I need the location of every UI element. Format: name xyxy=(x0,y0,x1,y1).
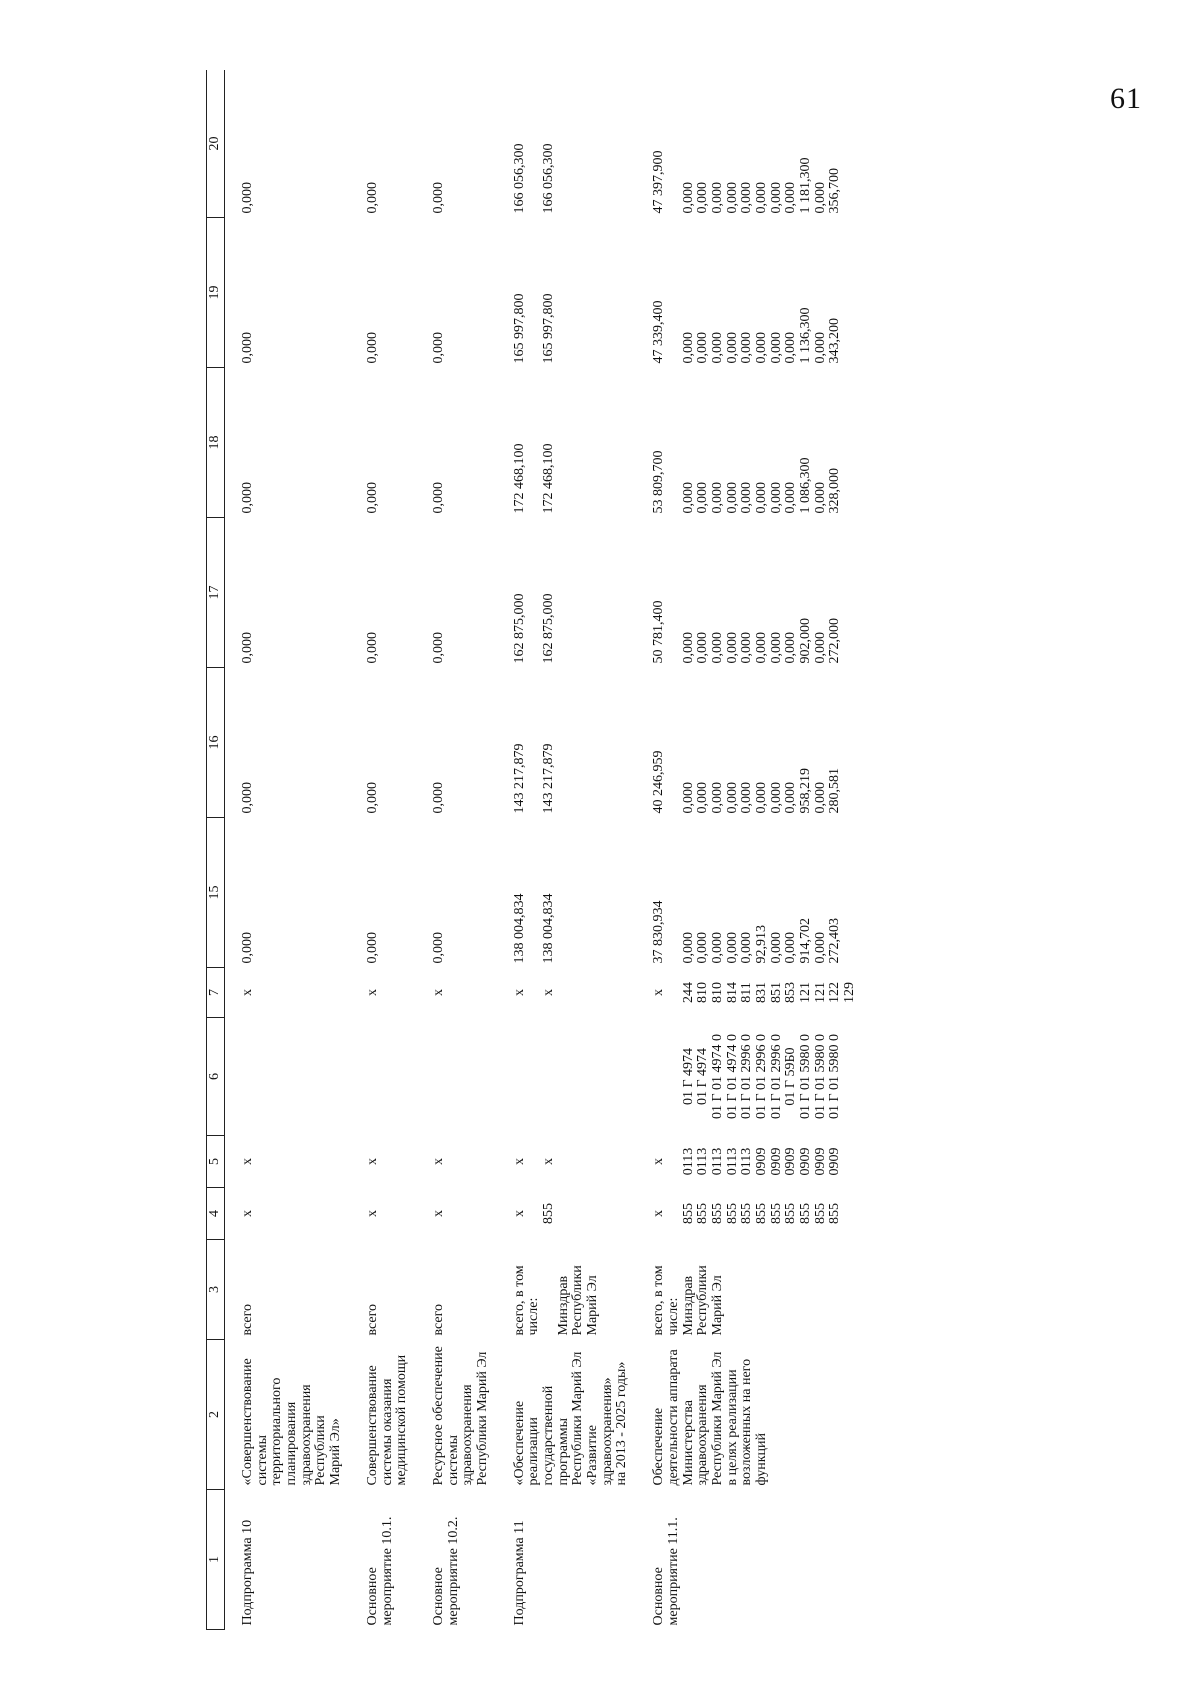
value-col-17: 0,000 xyxy=(430,632,446,664)
expense-type-code: х xyxy=(240,989,255,996)
col-header-18: 18 xyxy=(207,368,225,518)
value-col-15: 138 004,834 138 004,834 xyxy=(511,893,556,964)
grbs-code: х xyxy=(364,1210,380,1217)
col-header-2: 2 xyxy=(207,1340,225,1490)
row-name: Основное мероприятие 10.1. xyxy=(364,1516,395,1626)
value-col-18: 0,000 xyxy=(430,482,446,514)
section-code: х xyxy=(430,1158,446,1165)
value-col-18: 0,000 xyxy=(240,482,255,514)
col-header-6: 6 xyxy=(207,1018,225,1136)
row-description: «Обеспечение реализации государственной программы Республики Марий Эл «Развитие здравоохранения» на 2013 - 2025 годы» xyxy=(511,1351,630,1486)
target-article-code: 01 Г 4974 01 Г 4974 01 Г 01 4974 0 01 Г 01 4974 0 01 Г 01 2996 0 01 Г 01 2996 0 01 Г 01 2996 0 01 Г 59Б0 01 Г 01 5980 0 01 Г 01 5980 0 01 Г 01 5980 0 xyxy=(680,1033,843,1120)
value-col-15: 0,000 xyxy=(240,932,255,964)
value-col-18: 0,000 xyxy=(364,482,380,514)
value-col-19: 0,000 xyxy=(240,332,255,364)
row-executor: всего, в том числе: Минздрав Республики Марий Эл xyxy=(651,1265,725,1336)
col-header-19: 19 xyxy=(207,218,225,368)
row-description: «Совершенствование системы территориального планирования здравоохранения Республики Марий Эл» xyxy=(240,1358,344,1486)
row-executor: всего, в том числе: Минздрав Республики Марий Эл xyxy=(511,1265,601,1336)
value-col-15: 37 830,934 0,000 0,000 0,000 0,000 0,000 92,913 0,000 0,000 914,702 0,000 272,403 xyxy=(651,900,843,964)
col-header-17: 17 xyxy=(207,518,225,668)
row-description: Ресурсное обеспечение системы здравоохранения Республики Марий Эл xyxy=(430,1346,490,1486)
col-header-7: 7 xyxy=(207,968,225,1018)
value-col-19: 165 997,800 165 997,800 xyxy=(511,293,556,364)
page-number: 61 xyxy=(1110,82,1142,115)
expense-type-code: х xyxy=(430,989,446,996)
row-executor: всего xyxy=(430,1303,446,1336)
section-code: х х xyxy=(511,1158,556,1165)
value-col-19: 0,000 xyxy=(364,332,380,364)
col-header-3: 3 xyxy=(207,1240,225,1340)
value-col-20: 166 056,300 166 056,300 xyxy=(511,143,556,214)
table-row xyxy=(350,70,416,1630)
value-col-18: 53 809,700 0,000 0,000 0,000 0,000 0,000 0,000 0,000 0,000 1 086,300 0,000 328,000 xyxy=(651,450,843,514)
value-col-16: 0,000 xyxy=(364,782,380,814)
value-col-20: 0,000 xyxy=(364,182,380,214)
section-code: х 0113 0113 0113 0113 0113 0909 0909 0909 0909 0909 0909 xyxy=(651,1147,843,1176)
grbs-code: х 855 xyxy=(511,1203,556,1224)
row-name: Основное мероприятие 10.2. xyxy=(430,1516,461,1626)
value-col-17: 0,000 xyxy=(240,632,255,664)
row-name: Подпрограмма 11 xyxy=(511,1520,527,1626)
value-col-18: 172 468,100 172 468,100 xyxy=(511,443,556,514)
value-col-17: 0,000 xyxy=(364,632,380,664)
row-executor: всего xyxy=(364,1303,380,1336)
table-row xyxy=(497,70,637,1630)
col-header-15: 15 xyxy=(207,818,225,968)
row-name: Подпрограмма 10 xyxy=(240,1519,255,1626)
value-col-15: 0,000 xyxy=(364,932,380,964)
value-col-16: 143 217,879 143 217,879 xyxy=(511,743,556,814)
rotated-table-canvas xyxy=(206,70,1026,1630)
col-header-20: 20 xyxy=(207,70,225,218)
expense-type-code: х 244 810 810 814 811 831 851 853 121 121 122 129 xyxy=(651,982,858,1003)
row-description: Совершенствование системы оказания медицинской помощи xyxy=(364,1354,410,1486)
col-header-1: 1 xyxy=(207,1490,225,1630)
rotated-table-wrapper xyxy=(206,70,1026,1630)
col-header-5: 5 xyxy=(207,1136,225,1188)
row-name: Основное мероприятие 11.1. xyxy=(651,1517,681,1626)
expense-type-code: х xyxy=(364,989,380,996)
value-col-19: 47 339,400 0,000 0,000 0,000 0,000 0,000 0,000 0,000 0,000 1 136,300 0,000 343,200 xyxy=(651,300,843,364)
grbs-code: х 855 855 855 855 855 855 855 855 855 855 855 xyxy=(651,1203,843,1224)
row-description: Обеспечение деятельности аппарата Министерства здравоохранения Республики Марий Эл в целях реализации возложенных на него функций xyxy=(651,1349,769,1486)
value-col-16: 0,000 xyxy=(430,782,446,814)
section-code: х xyxy=(240,1158,255,1165)
col-header-16: 16 xyxy=(207,668,225,818)
value-col-17: 50 781,400 0,000 0,000 0,000 0,000 0,000 0,000 0,000 0,000 902,000 0,000 272,000 xyxy=(651,600,843,664)
grbs-code: х xyxy=(240,1210,255,1217)
value-col-17: 162 875,000 162 875,000 xyxy=(511,593,556,664)
budget-table xyxy=(206,70,864,1630)
table-row xyxy=(636,70,864,1630)
value-col-20: 0,000 xyxy=(430,182,446,214)
value-col-16: 40 246,959 0,000 0,000 0,000 0,000 0,000 0,000 0,000 0,000 958,219 0,000 280,581 xyxy=(651,750,843,814)
col-header-4: 4 xyxy=(207,1188,225,1240)
header-row xyxy=(207,70,225,1630)
table-row xyxy=(225,70,350,1630)
value-col-20: 47 397,900 0,000 0,000 0,000 0,000 0,000 0,000 0,000 0,000 1 181,300 0,000 356,700 xyxy=(651,150,843,214)
value-col-15: 0,000 xyxy=(430,932,446,964)
grbs-code: х xyxy=(430,1210,446,1217)
value-col-16: 0,000 xyxy=(240,782,255,814)
section-code: х xyxy=(364,1158,380,1165)
value-col-19: 0,000 xyxy=(430,332,446,364)
expense-type-code: х х xyxy=(511,989,556,996)
row-executor: всего xyxy=(240,1303,255,1336)
table-row xyxy=(416,70,497,1630)
value-col-20: 0,000 xyxy=(240,182,255,214)
